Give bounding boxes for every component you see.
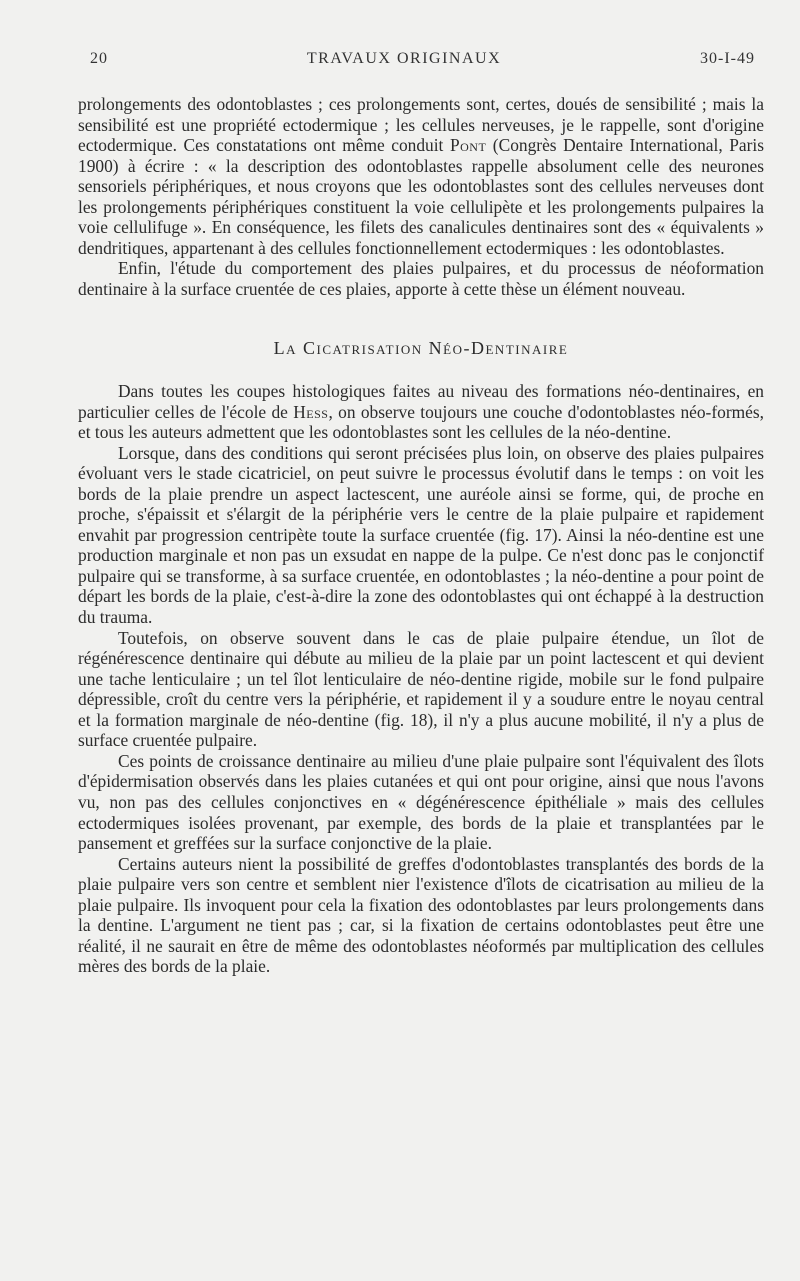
author-name: Hess bbox=[293, 401, 329, 422]
author-name: Pont bbox=[449, 135, 487, 156]
paragraph bbox=[78, 381, 764, 443]
paragraph: Ces points de croissance dentinaire au milieu d'une plaie pulpaire sont l'équivalent des îlots d'épidermisation observés dans les plaies cutanées et qui ont pour origine, ainsi que nous l'avons vu, non pas des cellules conjonctives en « dégénérescence épithéliale » mais des cellules ectodermiques isolées provenant, par exemple, des bords de la plaie et transplantées par le pansement et greffées sur la surface conjonctive de la plaie. bbox=[78, 750, 764, 854]
page-number: 20 bbox=[90, 50, 108, 67]
paragraph-text: prolongements des odontoblastes ; ces prolongements sont, certes, doués de sensibilité ; mais la sensibilité est une propriété ectodermique ; les cellules nerveuses, je le rappelle, sont d'origine ectodermique. Ces constatations ont même conduit bbox=[78, 94, 764, 156]
running-head bbox=[90, 50, 755, 68]
article-body bbox=[78, 94, 764, 977]
issue-date: 30-I-49 bbox=[700, 50, 755, 67]
paragraph: Certains auteurs nient la possibilité de greffes d'odontoblastes transplantés des bords de la plaie pulpaire vers son centre et semblent nier l'existence d'îlots de cicatrisation au milieu de la plaie pulpaire. Ils invoquent pour cela la fixation des odontoblastes par leurs prolongements dans la dentine. L'argument ne tient pas ; car, si la fixation de certains odontoblastes peut être une réalité, il ne saurait en être de même des odontoblastes néoformés par multiplication des cellules mères des bords de la plaie. bbox=[78, 853, 764, 977]
section-heading: La Cicatrisation Néo-Dentinaire bbox=[273, 338, 569, 359]
paragraph-text: Dans toutes les coupes histologiques faites au niveau des formations néo-dentinaires, en particulier celles de l'école de bbox=[78, 381, 764, 422]
journal-section-title: TRAVAUX ORIGINAUX bbox=[306, 50, 502, 67]
paragraph: Toutefois, on observe souvent dans le cas de plaie pulpaire étendue, un îlot de régénérescence dentinaire qui débute au milieu de la plaie par un point lactescent et qui devient une tache lenticulaire ; un tel îlot lenticulaire de néo-dentine rigide, mobile sur le fond pulpaire dépressible, croît du centre vers la périphérie, et rapidement il y a soudure entre le noyau central et la formation marginale de néo-dentine (fig. 18), il n'y a plus aucune mobilité, il n'y a plus de surface cruentée pulpaire. bbox=[78, 627, 764, 751]
paragraph: Enfin, l'étude du comportement des plaies pulpaires, et du processus de néoformation dentinaire à la surface cruentée de ces plaies, apporte à cette thèse un élément nouveau. bbox=[78, 258, 764, 299]
paragraph-text: , on observe toujours une couche d'odontoblastes néo-formés, et tous les auteurs admettent que les odontoblastes sont les cellules de la néo-dentine. bbox=[78, 401, 764, 443]
paragraph-text: (Congrès Dentaire International, Paris 1900) à écrire : « la description des odontoblastes rappelle absolument celle des neurones sensoriels périphériques, et nous croyons que les odontoblastes sont des cellules nerveuses dont les prolongements périphériques constituent la voie cellulipète et les prolongements pulpaires la voie cellulifuge ». En conséquence, les filets des canalicules dentinaires sont des « équivalents » dendritiques, appartenant à des cellules fonctionnellement ectodermiques : les odontoblastes. bbox=[78, 135, 764, 258]
paragraph bbox=[78, 94, 764, 258]
paragraph: Lorsque, dans des conditions qui seront précisées plus loin, on observe des plaies pulpaires évoluant vers le stade cicatriciel, on peut suivre le processus évolutif dans le temps : on voit les bords de la plaie prendre un aspect lactescent, une auréole ainsi se forme, qui, de proche en proche, s'épaissit et s'élargit de la périphérie vers le centre de la plaie pulpaire et rapidement envahit par progression centripète toute la surface cruentée (fig. 17). Ainsi la néo-dentine est une production marginale et non pas un exsudat en nappe de la pulpe. Ce n'est donc pas le conjonctif pulpaire qui se transforme, à sa surface cruentée, en odontoblastes ; la néo-dentine a pour point de départ les bords de la plaie, c'est-à-dire la zone des odontoblastes qui ont échappé à la destruction du trauma. bbox=[78, 442, 764, 628]
